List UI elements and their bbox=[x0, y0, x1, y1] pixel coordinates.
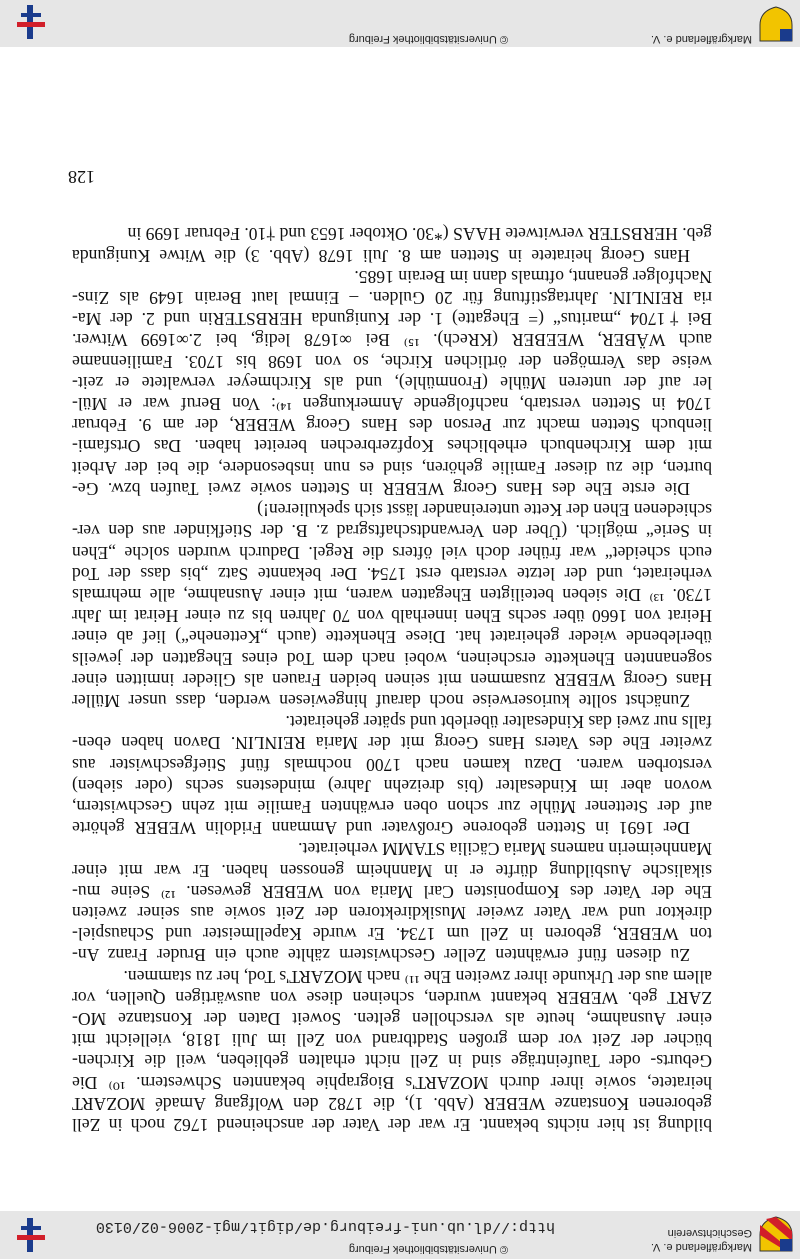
footer-library-credit: © Universitätsbibliothek Freiburg bbox=[348, 33, 508, 45]
text-line: lienbuch Stetten macht zur Person des Hans Georg WEBER, der am 9. Februar bbox=[72, 415, 712, 436]
footer-library-logo-icon bbox=[17, 5, 45, 39]
text-line: einer Ausnahme, heute als verschollen gelten. Soweit Daten der Konstanze MO- bbox=[72, 1008, 712, 1029]
text-line: auch WÄBER, WEEBER (KRech). ¹⁵⁾ Bei ∞1678 ledig, bei 2.∞1699 Witwer. bbox=[72, 330, 712, 351]
text-line: Geburts- oder Taufeinträge sind in Zell nicht erhalten geblieben, weil die Kirchen- bbox=[72, 1051, 712, 1072]
text-line: geb. HERBSTER verwitwete HAAS (*30. Oktober 1653 und †10. Februar 1699 in bbox=[127, 224, 712, 245]
text-line: euch scheidet“ war früher doch viel öfters die Regel. Dadurch wurden solche „Ehen bbox=[72, 542, 712, 563]
text-line: weise das Vermögen der örtlichen Kirche, so von 1698 bis 1703. Familienname bbox=[72, 351, 712, 372]
library-credit: © Universitätsbibliothek Freiburg bbox=[348, 1243, 508, 1255]
text-line: verheiratet, und der letzte verstarb erst 1754. Der bekannte Satz „bis dass der Tod bbox=[72, 563, 712, 584]
text-line: Hans Georg heiratete in Stetten am 8. Juli 1678 (Abb. 3) die Witwe Kunigunda bbox=[72, 245, 690, 266]
footer-society: Markgräflerland e. V. bbox=[650, 33, 752, 45]
text-line: bildung ist hier nichts bekannt. Er war der Vater der anscheinend 1762 noch in Zell bbox=[72, 1115, 712, 1135]
text-line: geborenen Konstanze WEBER (Abb. 1), die 1782 den Wolfgang Amadé MOZART bbox=[72, 1093, 712, 1114]
text-line: mit dem Kirchenbuch erhebliches Kopfzerbrechen bereitet haben. Das Ortsfami- bbox=[72, 436, 712, 457]
text-line: zweiter Ehe des Vaters Hans Georg mit der Maria REINLIN. Davon haben eben- bbox=[72, 733, 712, 754]
text-line: Nachfolger genannt, oftmals dann im Berain 1685. bbox=[354, 266, 712, 287]
text-line: ton WEBER, geboren in Zell um 1734. Er wurde Kapellmeister und Schauspiel- bbox=[72, 924, 712, 945]
text-line: Mannheimerin namens Maria Cäcilia STAMM verheiratet. bbox=[298, 839, 712, 860]
body-text bbox=[72, 223, 712, 1135]
society-region: Markgräflerland e. V. bbox=[650, 1241, 752, 1253]
text-line: überlebende wieder geheiratet hat. Diese Ehenkette (auch „Kettenehe“) lief ab einer bbox=[72, 627, 712, 648]
text-line: Heirat von 1660 über sechs Ehen innerhalb von 70 Jahren bis zu einer Heirat im Jahr bbox=[72, 606, 712, 627]
text-line: in Serie“ möglich. (Über den Verwandtschaftsgrad z. B. der Stiefkinder aus den ver- bbox=[72, 521, 712, 542]
text-line: falls nur zwei das Kindesalter überlebt und später geheiratet. bbox=[285, 712, 712, 733]
footer-bar bbox=[0, 0, 800, 47]
text-line: schiedenen Ehen der Kette untereinander lässt sich spekulieren!) bbox=[257, 500, 712, 521]
text-line: Ehe der Vater des Komponisten Carl Maria von WEBER gewesen. ¹²⁾ Seine mu- bbox=[72, 881, 712, 902]
text-line: Der 1691 in Stetten geborene Großvater und Ammann Fridolin WEBER gehörte bbox=[72, 818, 690, 839]
society-name: Geschichtsverein bbox=[667, 1227, 752, 1239]
society-coat-of-arms-icon bbox=[756, 1215, 796, 1255]
text-line: 1704 in Stetten verstarb, nachfolgende Anmerkungen ¹⁴⁾: Von Beruf war er Mül- bbox=[72, 394, 712, 415]
text-line: burten, die zu dieser Familie gehören, sind es nun insbesondere, die bei der Arbeit bbox=[72, 457, 712, 478]
text-line: wovon aber im Kindesalter (bis dreizehn Jahre) mindestens sechs (oder sieben) bbox=[72, 775, 712, 796]
text-line: Hans Georg WEBER zusammen mit seinen beiden Frauen als Glieder inmitten einer bbox=[72, 669, 712, 690]
text-line: heiratete, sowie ihrer durch MOZART's Biographie bekannten Schwestern. ¹⁰⁾ Die bbox=[72, 1072, 712, 1093]
university-library-logo-icon bbox=[17, 1218, 45, 1252]
text-line: 1730. ¹³⁾ Die sieben beteiligten Ehegatten waren, mit einer Ausnahme, alle mehrmals bbox=[72, 584, 712, 605]
text-line: ZART geb. WEBER bekannt wurden, scheinen diese von auswärtigen Quellen, vor bbox=[72, 987, 712, 1008]
text-line: Zu diesen fünf erwähnten Zeller Geschwistern zählte auch ein Bruder Franz An- bbox=[72, 945, 690, 966]
text-line: verstorben waren. Dazu kamen nach 1700 nochmals fünf Stiefgeschwister aus bbox=[72, 754, 712, 775]
text-line: bücher der Zeit vor dem großen Stadtbrand von Zell im Juli 1818, vielleicht mit bbox=[72, 1030, 712, 1051]
text-line: allem aus der Urkunde ihrer zweiten Ehe ¹¹⁾ nach MOZART's Tod, her zu stammen. bbox=[123, 966, 712, 987]
text-line: sikalische Ausbildung dürfte er in Mannheim genossen haben. Er war mit einer bbox=[72, 860, 712, 881]
text-line: sogenannten Ehenkette erscheinen, wobei nach dem Tod eines Ehegatten der jeweils bbox=[72, 648, 712, 669]
page-number: 128 bbox=[68, 167, 95, 187]
footer-coat-of-arms-icon bbox=[756, 5, 796, 45]
text-line: Bei †1704 „maritus“ (= Ehegatte) 1. der Kunigunda HERBSTERin und 2. der Ma- bbox=[72, 309, 712, 330]
text-line: direktor und war Vater zweier Musikdirektoren der Zeit sowie aus seiner zweiten bbox=[72, 902, 712, 923]
text-line: ria REINLIN. Jahrtagstiftung für 20 Gulden. – Einmal laut Berain 1649 als Zins- bbox=[72, 288, 712, 309]
text-line: Die erste Ehe des Hans Georg WEBER in Stetten sowie zwei Taufen bzw. Ge- bbox=[72, 478, 690, 499]
source-bar bbox=[0, 1211, 800, 1259]
source-url[interactable]: http://dl.ub.uni-freiburg.de/digit/mgi-2006-02/0130 bbox=[95, 1218, 555, 1235]
text-line: Zunächst sollte kurioserweise noch darauf hingewiesen werden, dass unser Müller bbox=[72, 690, 690, 711]
text-line: ler auf der unteren Mühle (Fronmühle), und als Kirchmeyer verwaltete er zeit- bbox=[72, 372, 712, 393]
text-line: auf der Stettener Mühle zur schon oben erwähnten Familie mit zehn Geschwistern, bbox=[72, 796, 712, 817]
